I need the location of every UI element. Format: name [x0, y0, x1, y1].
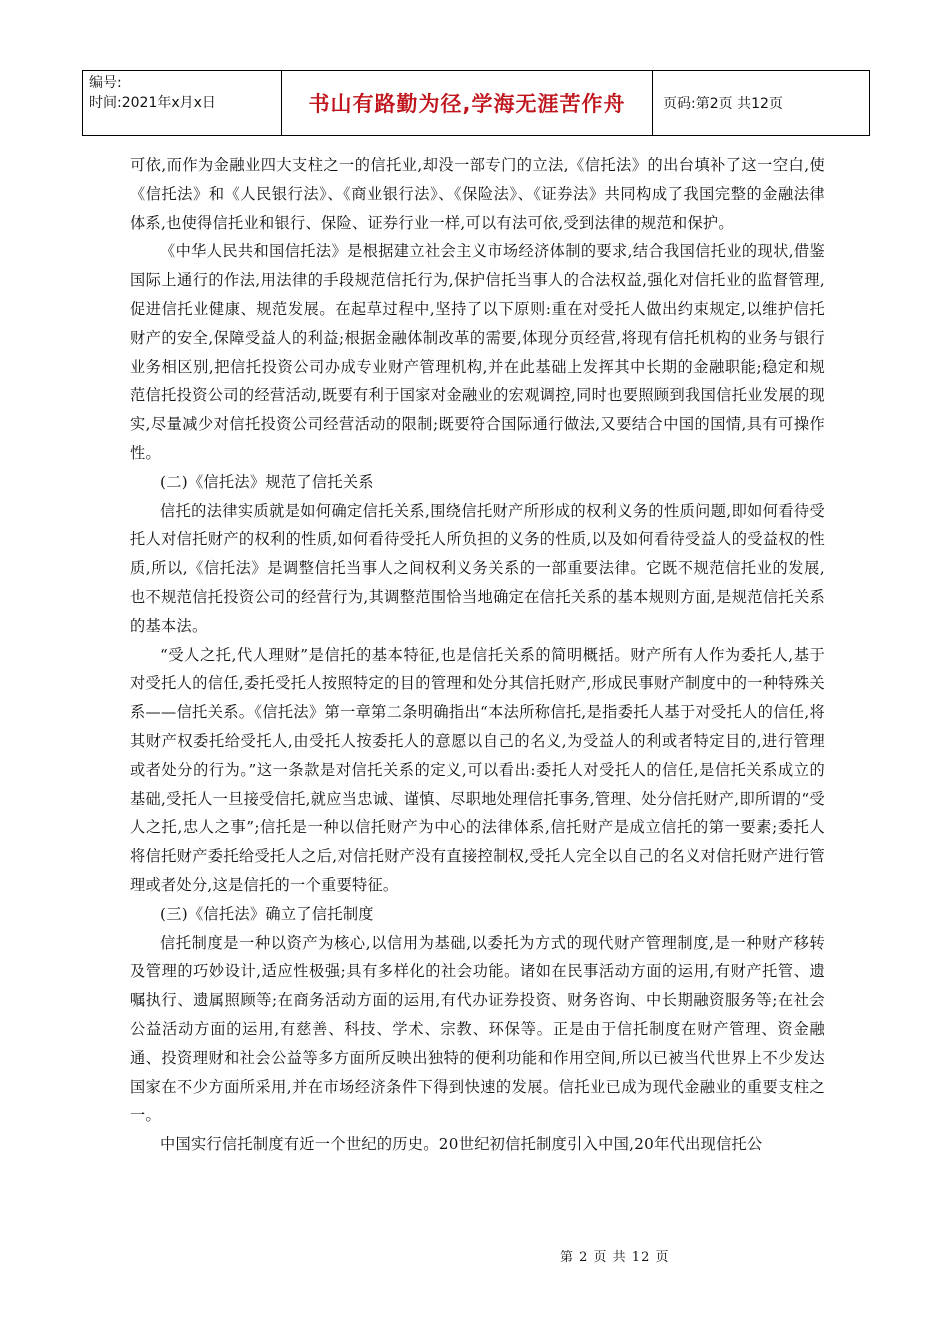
- section-heading-3: (三)《信托法》确立了信托制度: [160, 904, 374, 923]
- page-footer: 第 2 页 共 12 页: [560, 1250, 670, 1265]
- date-label: 时间:2021年x月x日: [89, 95, 216, 111]
- motto-cell: [282, 71, 653, 135]
- paragraph-trust-law-principles: 《中华人民共和国信托法》是根据建立社会主义市场经济体制的要求,结合我国信托业的现状,借鉴国际上通行的作法,用法律的手段规范信托行为,保护信托当事人的合法权益,强化对信托业的监督管理,促进信托业健康、规范发展。在起草过程中,坚持了以下原则:重在对受托人做出约束规定,以维护信托财产的安全,保障受益人的利益;根据金融体制改革的需要,体现分页经营,将现有信托机构的业务与银行业务相区别,把信托投资公司办成专业财产管理机构,并在此基础上发挥其中长期的金融职能;稳定和规范信托投资公司的经营活动,既要有利于国家对金融业的宏观调控,同时也要照顾到我国信托业发展的现实,尽量减少对信托投资公司经营活动的限制;既要符合国际通行做法,又要结合中国的国情,具有可操作性。: [130, 242, 825, 462]
- paragraph-continuation: 可依,而作为金融业四大支柱之一的信托业,却没一部专门的立法,《信托法》的出台填补了这一空白,使《信托法》和《人民银行法》、《商业银行法》、《保险法》、《证券法》共同构成了我国完整的金融法律体系,也使得信托业和银行、保险、证券行业一样,可以有法可依,受到法律的规范和保护。: [130, 156, 825, 232]
- page-info-text: 页码:第2页 共12页: [663, 96, 783, 112]
- paragraph-legal-essence: 信托的法律实质就是如何确定信托关系,围绕信托财产所形成的权利义务的性质问题,即如何看待受托人对信托财产的权利的性质,如何看待受托人所负担的义务的性质,以及如何看待受益人的受益权的性质,所以,《信托法》是调整信托当事人之间权利义务关系的一部重要法律。它既不规范信托业的发展,也不规范信托投资公司的经营行为,其调整范围恰当地确定在信托关系的基本规则方面,是规范信托关系的基本法。: [130, 501, 825, 635]
- motto-text: 书山有路勤为径,学海无涯苦作舟: [308, 92, 626, 116]
- number-label: 编号:: [89, 75, 122, 91]
- header-meta-cell: [83, 71, 282, 135]
- paragraph-history: 中国实行信托制度有近一个世纪的历史。20世纪初信托制度引入中国,20年代出现信托公: [160, 1135, 763, 1154]
- header-table: [82, 70, 870, 136]
- document-body: [130, 151, 825, 1159]
- section-heading-2: (二)《信托法》规范了信托关系: [160, 472, 374, 491]
- page-info-cell: [653, 71, 869, 135]
- paragraph-trust-system: 信托制度是一种以资产为核心,以信用为基础,以委托为方式的现代财产管理制度,是一种财产移转及管理的巧妙设计,适应性极强;具有多样化的社会功能。诸如在民事活动方面的运用,有财产托管、遗嘱执行、遗属照顾等;在商务活动方面的运用,有代办证券投资、财务咨询、中长期融资服务等;在社会公益活动方面的运用,有慈善、科技、学术、宗教、环保等。正是由于信托制度在财产管理、资金融通、投资理财和社会公益等多方面所反映出独特的便利功能和作用空间,所以已被当代世界上不少发达国家在不少方面所采用,并在市场经济条件下得到快速的发展。信托业已成为现代金融业的重要支柱之一。: [130, 933, 825, 1125]
- paragraph-trust-definition: “受人之托,代人理财”是信托的基本特征,也是信托关系的简明概括。财产所有人作为委托人,基于对受托人的信任,委托受托人按照特定的目的管理和处分其信托财产,形成民事财产制度中的一种特殊关系——信托关系。《信托法》第一章第二条明确指出“本法所称信托,是指委托人基于对受托人的信任,将其财产权委托给受托人,由受托人按委托人的意愿以自己的名义,为受益人的利或者特定目的,进行管理或者处分的行为。”这一条款是对信托关系的定义,可以看出:委托人对受托人的信任,是信托关系成立的基础,受托人一旦接受信托,就应当忠诚、谨慎、尽职地处理信托事务,管理、处分信托财产,即所谓的“受人之托,忠人之事”;信托是一种以信托财产为中心的法律体系,信托财产是成立信托的第一要素;委托人将信托财产委托给受托人之后,对信托财产没有直接控制权,受托人完全以自己的名义对信托财产进行管理或者处分,这是信托的一个重要特征。: [130, 645, 825, 894]
